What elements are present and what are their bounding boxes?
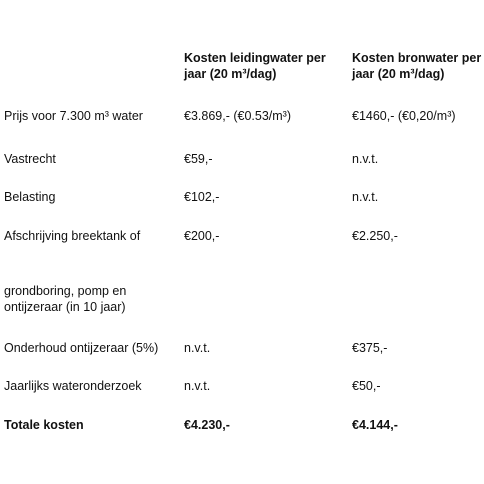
leidingwater-value: €59,- <box>184 152 213 166</box>
bronwater-value: n.v.t. <box>352 190 379 204</box>
bronwater-value: n.v.t. <box>352 152 379 166</box>
row-label: Afschrijving breektank of <box>4 229 141 243</box>
total-leidingwater: €4.230,- <box>184 418 230 432</box>
bronwater-value: €1460,- (€0,20/m³) <box>352 109 456 123</box>
leidingwater-value: n.v.t. <box>184 341 211 355</box>
leidingwater-value: €3.869,- (€0.53/m³) <box>184 109 291 123</box>
bronwater-value: €2.250,- <box>352 229 398 243</box>
bronwater-value: €375,- <box>352 341 388 355</box>
total-bronwater: €4.144,- <box>352 418 398 432</box>
leidingwater-value: n.v.t. <box>184 379 211 393</box>
total-label: Totale kosten <box>4 418 84 432</box>
row-label: grondboring, pomp en ontijzeraar (in 10 jaar) <box>4 284 127 314</box>
row-label: Jaarlijks wateronderzoek <box>4 379 142 393</box>
row-label: Onderhoud ontijzeraar (5%) <box>4 341 159 355</box>
leidingwater-value: €200,- <box>184 229 220 243</box>
header-leidingwater: Kosten leidingwater per jaar (20 m³/dag) <box>184 51 326 81</box>
row-label: Belasting <box>4 190 56 204</box>
row-label: Vastrecht <box>4 152 56 166</box>
leidingwater-value: €102,- <box>184 190 220 204</box>
header-bronwater: Kosten bronwater per jaar (20 m³/dag) <box>352 51 482 81</box>
bronwater-value: €50,- <box>352 379 381 393</box>
row-label: Prijs voor 7.300 m³ water <box>4 109 143 123</box>
